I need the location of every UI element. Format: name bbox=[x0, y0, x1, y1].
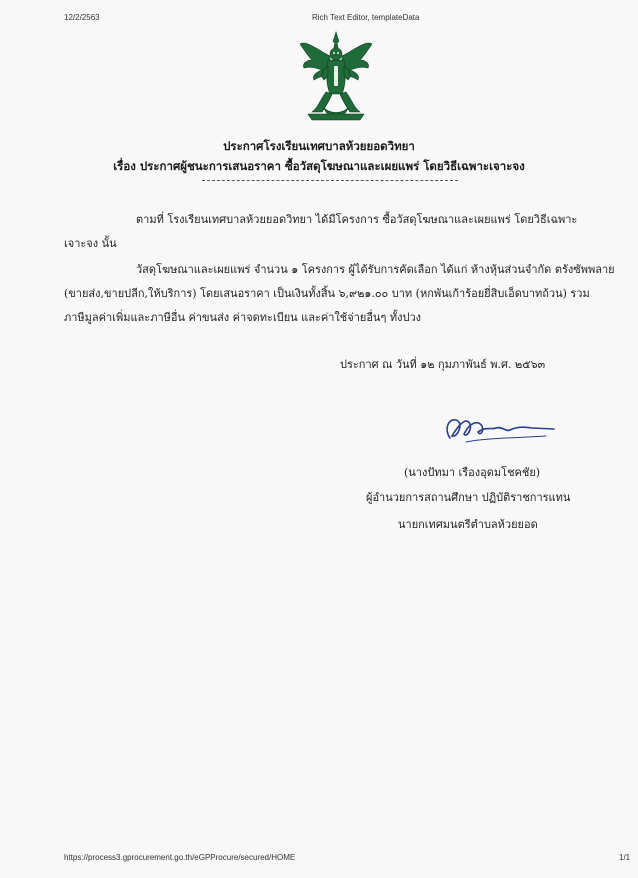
paragraph2-line2: (ขายส่ง,ขายปลีก,ให้บริการ) โดยเสนอราคา เป็นเงินทั้งสิ้น ๖,๙๒๑.๐๐ บาท (หกพันเก้าร้อยยี่สิบเอ็ดบาทถ้วน) รวม bbox=[64, 287, 590, 300]
document-subject: เรื่อง ประกาศผู้ชนะการเสนอราคา ซื้อวัสดุโฆษณาและเผยแพร่ โดยวิธีเฉพาะเจาะจง bbox=[113, 159, 525, 173]
window-title: Rich Text Editor, templateData bbox=[312, 13, 420, 22]
footer-page-number: 1/1 bbox=[619, 853, 631, 862]
paragraph1-line1: ตามที่ โรงเรียนเทศบาลห้วยยอดวิทยา ได้มีโครงการ ซื้อวัสดุโฆษณาและเผยแพร่ โดยวิธีเฉพาะ bbox=[136, 213, 578, 226]
signer-position: ผู้อำนวยการสถานศึกษา ปฏิบัติราชการแทน bbox=[366, 491, 571, 504]
signer-name: (นางปัทมา เรืองอุดมโชคชัย) bbox=[404, 466, 541, 479]
signature-icon bbox=[436, 408, 556, 448]
footer-url: https://process3.gprocurement.go.th/eGPProcure/secured/HOME bbox=[64, 853, 296, 862]
garuda-emblem-icon bbox=[298, 30, 374, 126]
print-date: 12/2/2563 bbox=[64, 13, 100, 22]
paragraph2-line1: วัสดุโฆษณาและเผยแพร่ จำนวน ๑ โครงการ ผู้ได้รับการคัดเลือก ได้แก่ ห้างหุ้นส่วนจำกัด ตรังซัพพลาย bbox=[136, 263, 615, 276]
document-title: ประกาศโรงเรียนเทศบาลห้วยยอดวิทยา bbox=[223, 139, 415, 153]
title-divider bbox=[202, 180, 458, 181]
paragraph1-line2: เจาะจง นั้น bbox=[64, 237, 117, 250]
paragraph2-line3: ภาษีมูลค่าเพิ่มและภาษีอื่น ค่าขนส่ง ค่าจดทะเบียน และค่าใช้จ่ายอื่นๆ ทั้งปวง bbox=[64, 311, 422, 324]
announce-date: ประกาศ ณ วันที่ ๑๒ กุมภาพันธ์ พ.ศ. ๒๕๖๓ bbox=[340, 358, 546, 371]
signer-position-2: นายกเทศมนตรีตำบลห้วยยอด bbox=[398, 518, 538, 531]
